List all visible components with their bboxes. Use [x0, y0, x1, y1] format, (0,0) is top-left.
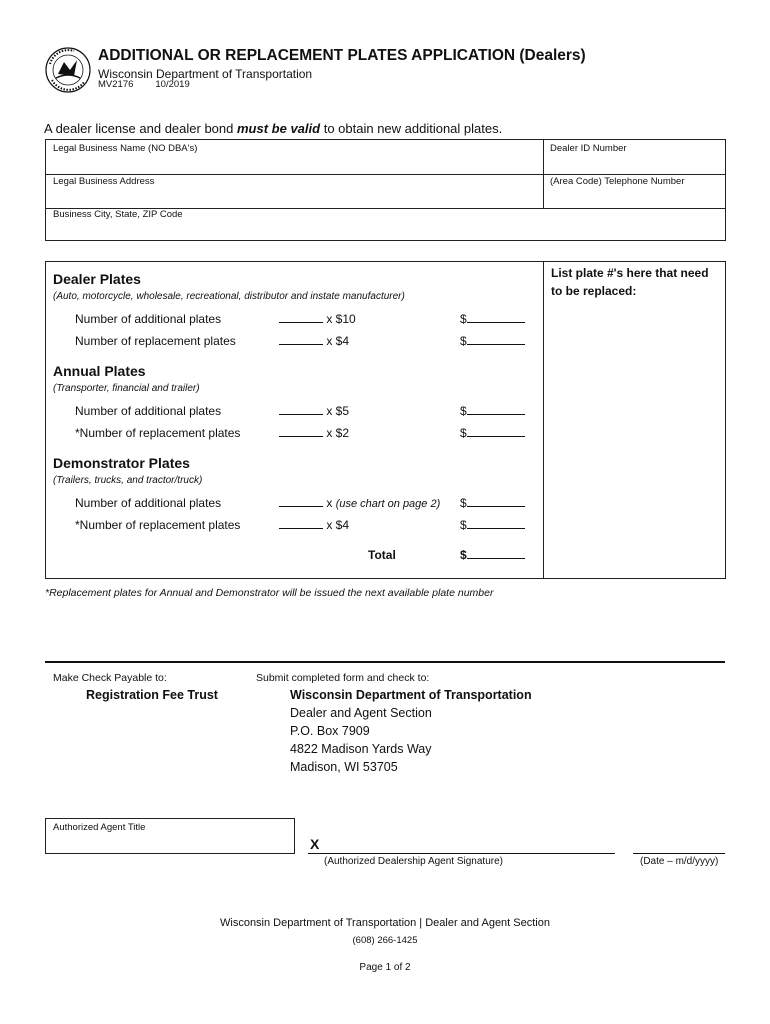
annual-replacement-qty-field[interactable]	[279, 426, 323, 437]
business-city-field[interactable]	[50, 222, 720, 238]
total-amount-field[interactable]	[467, 548, 525, 559]
demonstrator-additional-amount: $	[460, 496, 525, 510]
annual-replacement-amount-field[interactable]	[467, 426, 525, 437]
demonstrator-replacement-rate: x $4	[279, 518, 349, 532]
mail-address-line-1: Dealer and Agent Section	[290, 706, 432, 720]
annual-replacement-label: *Number of replacement plates	[75, 426, 241, 440]
demonstrator-plates-subtitle: (Trailers, trucks, and tractor/truck)	[53, 475, 203, 486]
footer-phone: (608) 266-1425	[352, 935, 418, 946]
demonstrator-replacement-label: *Number of replacement plates	[75, 518, 241, 532]
annual-additional-rate: x $5	[279, 404, 349, 418]
business-name-field[interactable]	[50, 156, 538, 172]
phone-label: (Area Code) Telephone Number	[550, 176, 685, 187]
annual-plates-title: Annual Plates	[53, 363, 146, 379]
phone-field[interactable]	[548, 189, 722, 205]
agent-title-field[interactable]	[50, 835, 290, 851]
dealer-id-field[interactable]	[548, 156, 722, 172]
dealer-plates-title: Dealer Plates	[53, 271, 141, 287]
business-name-label: Legal Business Name (NO DBA's)	[53, 143, 198, 154]
validity-notice: A dealer license and dealer bond must be valid to obtain new additional plates.	[44, 121, 503, 136]
grid-row-divider-1	[45, 174, 726, 175]
agency-name: Wisconsin Department of Transportation	[98, 67, 313, 81]
business-address-label: Legal Business Address	[53, 176, 155, 187]
dealer-replacement-qty-field[interactable]	[279, 334, 323, 345]
demonstrator-additional-amount-field[interactable]	[467, 496, 525, 507]
annual-plates-subtitle: (Transporter, financial and trailer)	[53, 383, 200, 394]
mail-address-line-3: 4822 Madison Yards Way	[290, 742, 432, 756]
demonstrator-plates-title: Demonstrator Plates	[53, 455, 190, 471]
mail-org: Wisconsin Department of Transportation	[290, 688, 532, 702]
page-number: Page 1 of 2	[359, 962, 411, 973]
replace-list-label: List plate #'s here that need to be replaced:	[551, 266, 709, 298]
dealer-additional-label: Number of additional plates	[75, 312, 222, 326]
annual-additional-qty-field[interactable]	[279, 404, 323, 415]
dealer-additional-amount-field[interactable]	[467, 312, 525, 323]
demonstrator-replacement-amount: $	[460, 518, 525, 532]
demonstrator-replacement-amount-field[interactable]	[467, 518, 525, 529]
submit-label: Submit completed form and check to:	[256, 672, 430, 684]
wisdot-seal-logo	[44, 46, 92, 94]
form-title: ADDITIONAL OR REPLACEMENT PLATES APPLICATION (Dealers)	[98, 47, 586, 64]
dealer-additional-amount: $	[460, 312, 525, 326]
total-amount: $	[460, 548, 525, 562]
business-address-field[interactable]	[50, 189, 538, 205]
dealer-id-label: Dealer ID Number	[550, 143, 627, 154]
annual-replacement-rate: x $2	[279, 426, 349, 440]
footer-agency: Wisconsin Department of Transportation | Dealer and Agent Section	[220, 917, 550, 929]
dealer-additional-rate: x $10	[279, 312, 356, 326]
signature-line[interactable]	[308, 853, 615, 854]
mail-address-line-4: Madison, WI 53705	[290, 760, 398, 774]
form-date: 10/2019	[155, 79, 190, 90]
date-line[interactable]	[633, 853, 725, 854]
annual-additional-amount-field[interactable]	[467, 404, 525, 415]
dealer-plates-subtitle: (Auto, motorcycle, wholesale, recreational, distributor and instate manufacturer)	[53, 291, 405, 302]
plates-vertical-divider	[543, 261, 544, 579]
form-id	[98, 79, 212, 90]
dealer-additional-qty-field[interactable]	[279, 312, 323, 323]
signature-x-mark: X	[310, 836, 320, 852]
form-number: MV2176	[98, 79, 134, 90]
annual-additional-amount: $	[460, 404, 525, 418]
dealer-replacement-rate: x $4	[279, 334, 349, 348]
dealer-replacement-label: Number of replacement plates	[75, 334, 236, 348]
demonstrator-additional-rate: x (use chart on page 2)	[279, 496, 440, 510]
total-label: Total	[368, 548, 396, 562]
annual-replacement-amount: $	[460, 426, 525, 440]
business-city-label: Business City, State, ZIP Code	[53, 209, 183, 220]
date-label: (Date – m/d/yyyy)	[640, 856, 719, 867]
replacement-footnote: *Replacement plates for Annual and Demonstrator will be issued the next available plate number	[45, 587, 494, 599]
signature-label: (Authorized Dealership Agent Signature)	[324, 856, 503, 867]
payment-divider	[45, 661, 725, 663]
payable-to: Registration Fee Trust	[86, 688, 218, 702]
agent-title-label: Authorized Agent Title	[53, 822, 146, 833]
replace-list-field[interactable]	[548, 302, 722, 572]
demonstrator-replacement-qty-field[interactable]	[279, 518, 323, 529]
demonstrator-additional-label: Number of additional plates	[75, 496, 222, 510]
annual-additional-label: Number of additional plates	[75, 404, 222, 418]
dealer-replacement-amount-field[interactable]	[467, 334, 525, 345]
demonstrator-additional-qty-field[interactable]	[279, 496, 323, 507]
mail-address-line-2: P.O. Box 7909	[290, 724, 370, 738]
dealer-replacement-amount: $	[460, 334, 525, 348]
payable-label: Make Check Payable to:	[53, 672, 167, 684]
